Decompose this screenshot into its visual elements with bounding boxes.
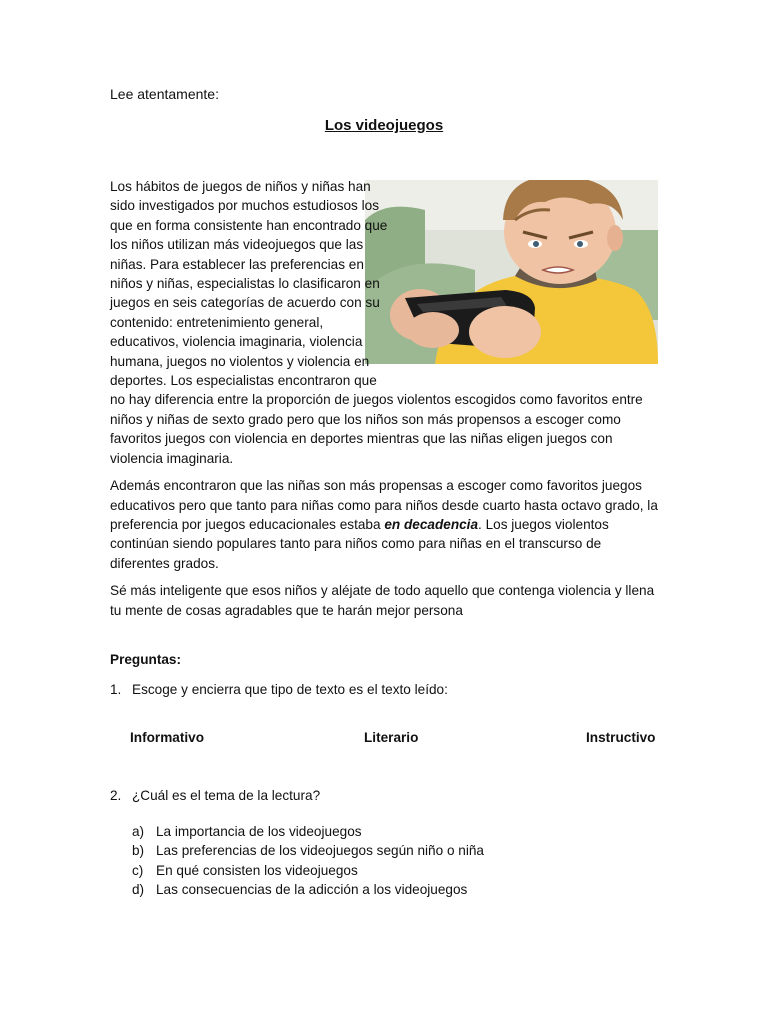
paragraph-2-end: . Los juegos violentos continúan siendo populares tanto para niños como para niñas en el transcurso de diferentes grados. bbox=[110, 516, 609, 571]
paragraph-2-start: Además encontraron que las niñas son más propensas a escoger como favoritos juegos educativos pero que tanto para niñas como para niños desde cuarto hasta octavo grado, la preferencia por juegos educacionales estaba bbox=[110, 478, 658, 532]
paragraph-1: Los hábitos de juegos de niños y niñas han sido investigados por muchos estudiosos los que en forma consistente han encontrado que los niños utilizan más videojuegos que las niñas. Para establecer las preferencias en niños y niñas, especialistas lo clasificaron en juegos en seis categorías de acuerdo con su contenido: entretenimiento general, educativos, violencia imaginaria, violencia humana, juegos no violentos y violencia en deportes. Los especialistas encontraron que no hay diferencia entre la proporción de juegos violentos escogidos como favoritos entre niños y niñas de sexto grado pero que los niños son más propensos a escoger como favoritos juegos con violencia en deportes mientras que las niñas eligen juegos con violencia imaginaria. bbox=[110, 179, 643, 466]
answer-text: En qué consisten los videojuegos bbox=[156, 862, 358, 878]
reading-text bbox=[110, 177, 658, 628]
option-literario[interactable]: Literario bbox=[364, 730, 419, 745]
question-1 bbox=[110, 680, 448, 699]
answer-letter: b) bbox=[132, 843, 145, 859]
question-2-answers bbox=[132, 822, 632, 900]
answer-d[interactable] bbox=[132, 880, 632, 899]
answer-text: Las preferencias de los videojuegos según niño o niña bbox=[156, 843, 484, 859]
paragraph-3: Sé más inteligente que esos niños y aléjate de todo aquello que contenga violencia y llena tu mente de cosas agradables que te harán mejor persona bbox=[110, 583, 655, 618]
question-1-text: Escoge y encierra que tipo de texto es el texto leído: bbox=[132, 682, 448, 697]
page-title: Los videojuegos bbox=[324, 117, 444, 134]
answer-a[interactable] bbox=[132, 822, 632, 841]
questions-heading: Preguntas: bbox=[110, 652, 182, 667]
answer-c[interactable] bbox=[132, 861, 632, 880]
answer-text: La importancia de los videojuegos bbox=[156, 824, 362, 839]
question-2-text: ¿Cuál es el tema de la lectura? bbox=[132, 788, 321, 803]
image-float-space bbox=[395, 177, 658, 384]
paragraph-2 bbox=[110, 476, 658, 573]
answer-letter: a) bbox=[132, 824, 145, 839]
answer-letter: c) bbox=[132, 862, 144, 878]
question-1-number: 1. bbox=[110, 682, 122, 697]
answer-text: Las consecuencias de la adicción a los videojuegos bbox=[156, 882, 468, 898]
emphasis-text: en decadencia bbox=[384, 516, 479, 532]
intro-line: Lee atentamente: bbox=[110, 86, 219, 102]
option-informativo[interactable]: Informativo bbox=[130, 730, 205, 745]
option-instructivo[interactable]: Instructivo bbox=[586, 730, 656, 745]
question-2-number: 2. bbox=[110, 788, 122, 803]
questions-section bbox=[110, 650, 658, 898]
answer-b[interactable] bbox=[132, 841, 632, 860]
question-2 bbox=[110, 786, 320, 805]
answer-letter: d) bbox=[132, 882, 145, 898]
